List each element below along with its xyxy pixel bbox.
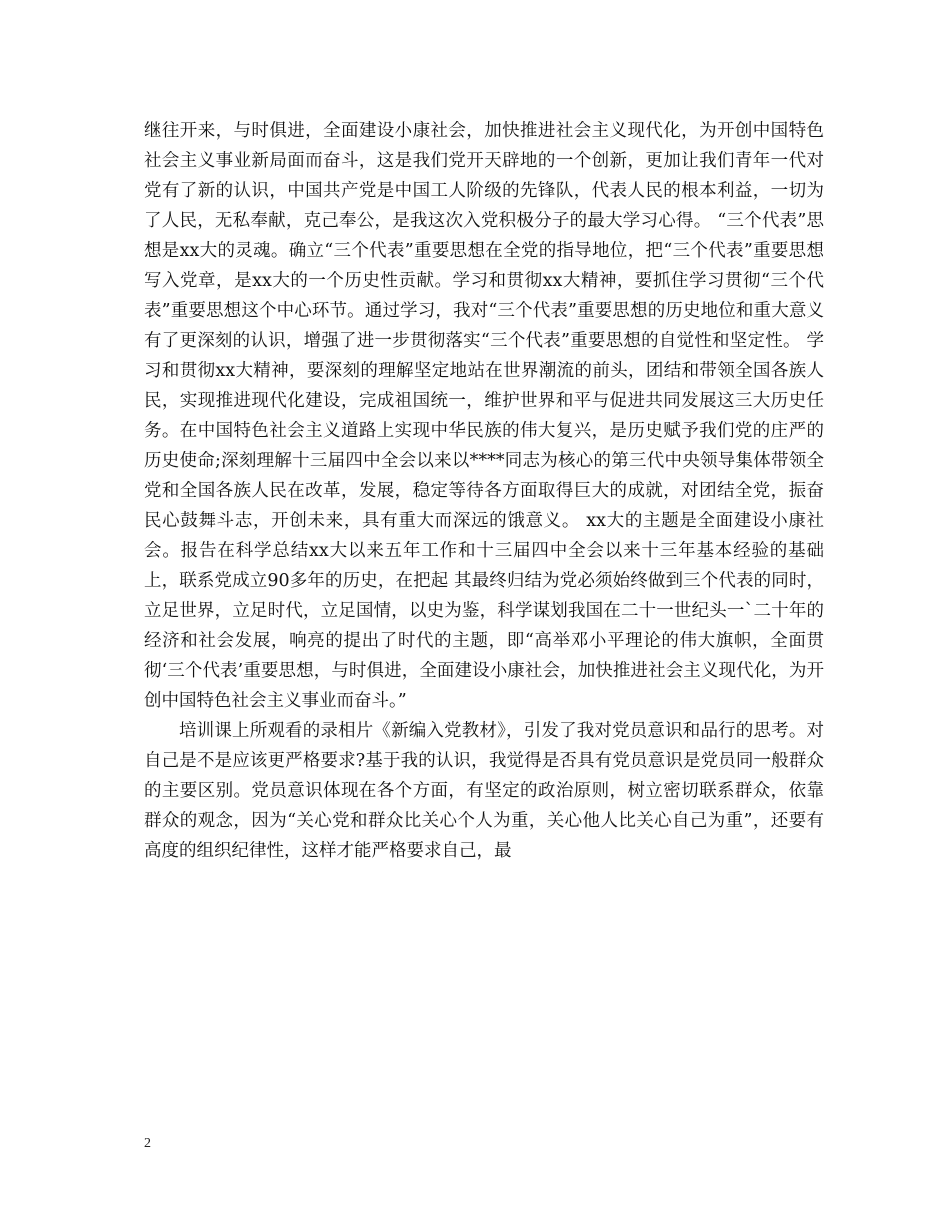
paragraph-2: 培训课上所观看的录相片《新编入党教材》，引发了我对党员意识和品行的思考。对自己是不是应该更严格要求?基于我的认识，我觉得是否具有党员意识是党员同一般群众的主要区别。党员意识体现在各个方面，有坚定的政治原则，树立密切联系群众，依靠群众的观念，因为“关心党和群众比关心个人为重，关心他人比关心自己为重”，还要有高度的组织纪律性，这样才能严格要求自己，最 [144,721,824,861]
paragraph-1: 继往开来，与时俱进，全面建设小康社会，加快推进社会主义现代化，为开创中国特色社会主义事业新局面而奋斗，这是我们党开天辟地的一个创新，更加让我们青年一代对党有了新的认识，中国共产党是中国工人阶级的先锋队，代表人民的根本利益，一切为了人民，无私奉献，克己奉公，是我这次入党积极分子的最大学习心得。 “三个代表”思想是xx大的灵魂。确立“三个代表”重要思想在全党的指导地位，把“三个代表”重要思想写入党章，是xx大的一个历史性贡献。学习和贯彻xx大精神，要抓住学习贯彻“三个代表”重要思想这个中心环节。通过学习，我对“三个代表”重要思想的历史地位和重大意义有了更深刻的认识，增强了进一步贯彻落实“三个代表”重要思想的自觉性和坚定性。 学习和贯彻xx大精神，要深刻的理解坚定地站在世界潮流的前头，团结和带领全国各族人民，实现推进现代化建设，完成祖国统一，维护世界和平与促进共同发展这三大历史任务。在中国特色社会主义道路上实现中华民族的伟大复兴，是历史赋予我们党的庄严的历史使命;深刻理解十三届四中全会以来以****同志为核心的第三代中央领导集体带领全党和全国各族人民在改革，发展，稳定等待各方面取得巨大的成就，对团结全党，振奋民心鼓舞斗志，开创未来，具有重大而深远的饿意义。 xx大的主题是全面建设小康社会。报告在科学总结xx大以来五年工作和十三届四中全会以来十三年基本经验的基础上，联系党成立90多年的历史，在把起 其最终归结为党必须始终做到三个代表的同时，立足世界，立足时代，立足国情，以史为鉴，科学谋划我国在二十一世纪头一`二十年的经济和社会发展，响亮的提出了时代的主题，即“高举邓小平理论的伟大旗帜，全面贯彻‘三个代表’重要思想，与时俱进，全面建设小康社会，加快推进社会主义现代化，为开创中国特色社会主义事业而奋斗。” [144,121,824,711]
document-body [144,116,824,866]
page-number: 2 [144,1136,151,1151]
